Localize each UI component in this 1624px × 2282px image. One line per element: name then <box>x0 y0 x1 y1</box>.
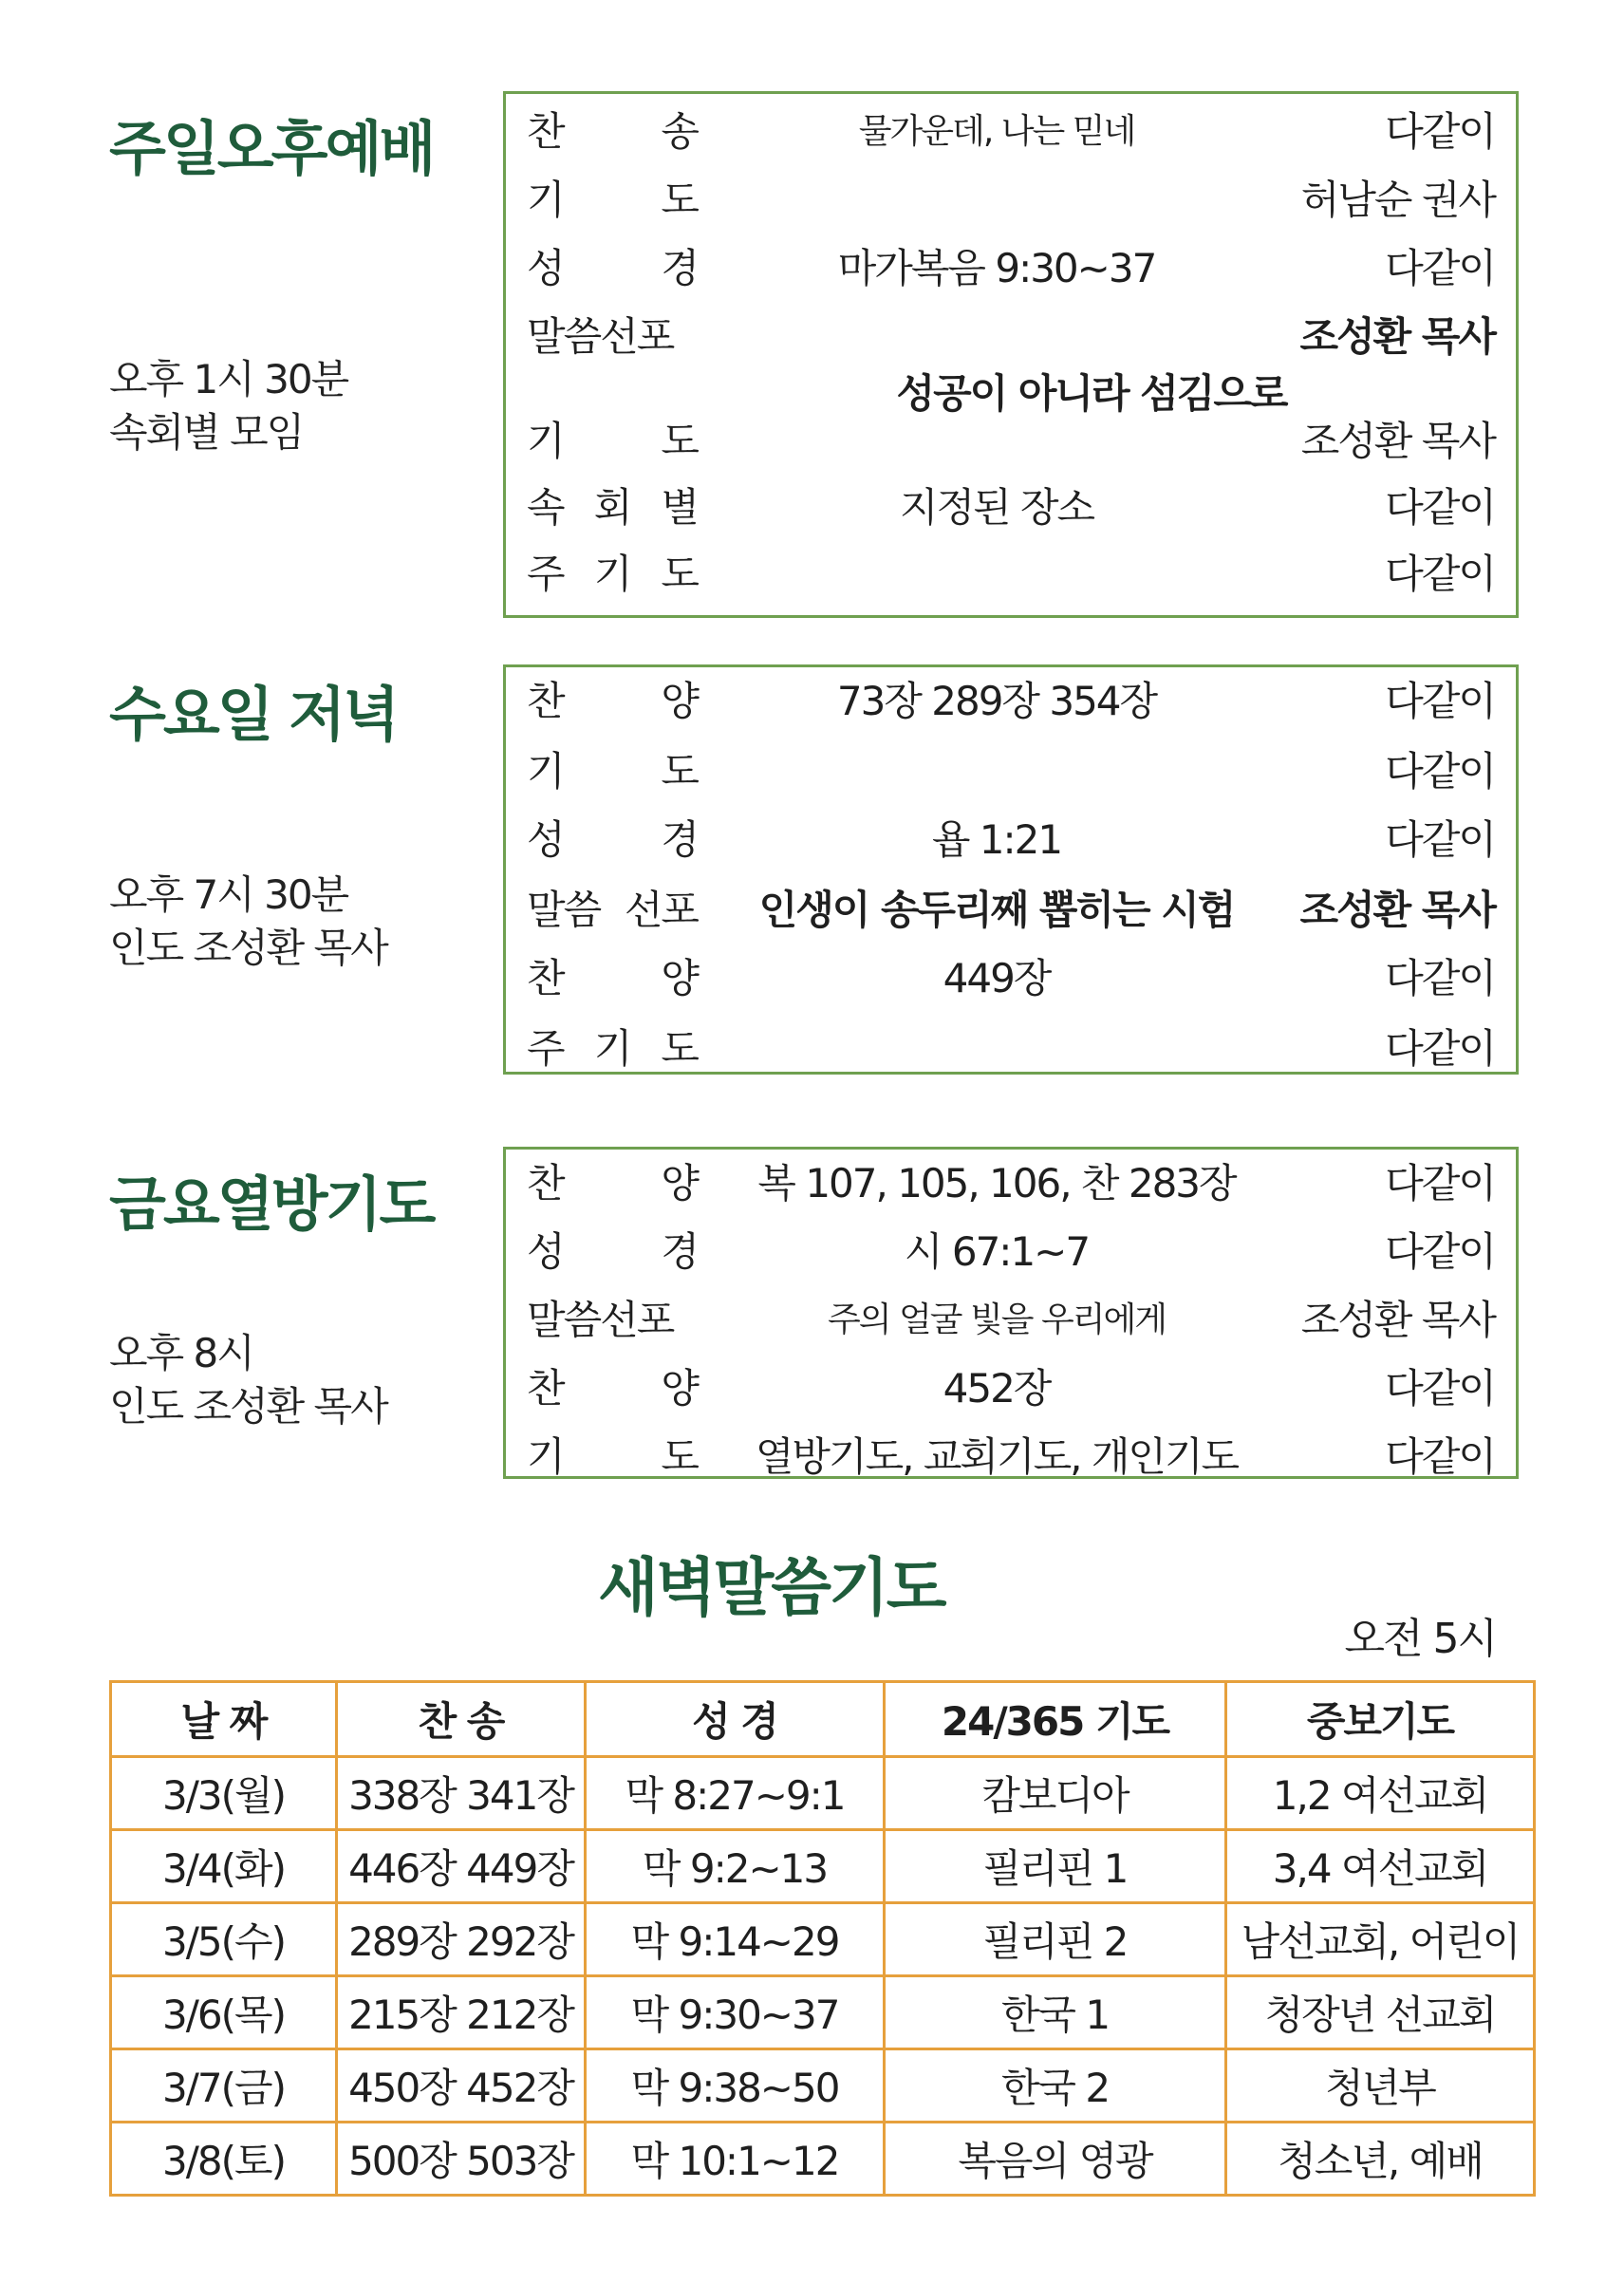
table-cell: 청년부 <box>1226 2049 1535 2123</box>
wednesday-title: 수요일 저녁 <box>109 680 398 749</box>
table-cell: 500장 503장 <box>337 2123 586 2196</box>
table-cell: 막 9:30~37 <box>586 1976 885 2049</box>
friday-order-row <box>506 1429 1516 1486</box>
order-leader: 다같이 <box>1385 1433 1495 1480</box>
table-cell: 막 9:14~29 <box>586 1903 885 1976</box>
order-label-part: 양 <box>661 1365 698 1412</box>
order-leader: 다같이 <box>1385 1228 1495 1275</box>
order-leader: 허남순 권사 <box>1300 177 1495 223</box>
order-leader: 조성환 목사 <box>1299 887 1495 933</box>
wednesday-time-line-2: 인도 조성환 목사 <box>109 925 387 971</box>
order-label-part: 선포 <box>624 887 698 933</box>
sunday-order-row <box>506 479 1516 536</box>
table-cell: 3/4(화) <box>111 1830 337 1903</box>
table-cell: 450장 452장 <box>337 2049 586 2123</box>
order-label-part: 도 <box>661 418 698 464</box>
order-label-part: 기 <box>527 748 564 795</box>
sunday-order-box <box>503 91 1519 618</box>
wednesday-time <box>109 869 387 975</box>
order-content: 지정된 장소 <box>899 484 1094 531</box>
order-leader: 다같이 <box>1385 955 1495 1001</box>
order-content: 시 67:1~7 <box>904 1228 1090 1275</box>
table-row <box>111 2123 1535 2196</box>
order-content: 452장 <box>943 1365 1051 1412</box>
friday-order-row <box>506 1292 1516 1349</box>
order-label-part: 찬 <box>527 108 564 155</box>
order-leader: 다같이 <box>1385 108 1495 155</box>
table-cell: 3,4 여선교회 <box>1226 1830 1535 1903</box>
friday-order-row <box>506 1360 1516 1417</box>
sunday-order-row <box>506 240 1516 297</box>
table-cell: 남선교회, 어린이 <box>1226 1903 1535 1976</box>
order-label-part: 성 <box>527 245 564 291</box>
wednesday-order-row <box>506 1020 1516 1077</box>
wednesday-order-row <box>506 743 1516 800</box>
sunday-time-line-1: 오후 1시 30분 <box>109 356 348 402</box>
wednesday-order-box <box>503 664 1519 1075</box>
dawn-title: 새벽말씀기도 <box>598 1551 944 1624</box>
order-content: 복 107, 105, 106, 찬 283장 <box>757 1160 1236 1206</box>
order-content: 물가운데, 나는 믿네 <box>858 112 1135 151</box>
order-leader: 다같이 <box>1385 1365 1495 1412</box>
table-row <box>111 1757 1535 1830</box>
friday-order-box <box>503 1147 1519 1479</box>
order-leader: 다같이 <box>1385 1160 1495 1206</box>
table-cell: 3/3(월) <box>111 1757 337 1830</box>
order-label <box>527 1360 698 1417</box>
order-label-part: 찬 <box>527 1160 564 1206</box>
table-cell: 3/8(토) <box>111 2123 337 2196</box>
order-label <box>527 103 698 160</box>
order-leader: 조성환 목사 <box>1300 1297 1495 1343</box>
table-cell: 필리핀 2 <box>885 1903 1226 1976</box>
wednesday-order-row <box>506 882 1516 939</box>
order-label-part: 말씀선포 <box>527 1297 674 1343</box>
order-label-part: 양 <box>661 955 698 1001</box>
table-cell: 복음의 영광 <box>885 2123 1226 2196</box>
dawn-column-header: 24/365 기도 <box>885 1682 1226 1757</box>
order-label-part: 주 <box>527 551 564 597</box>
wednesday-order-row <box>506 950 1516 1007</box>
table-cell: 446장 449장 <box>337 1830 586 1903</box>
order-content: 인생이 송두리째 뽑히는 시험 <box>758 887 1235 933</box>
order-label-part: 양 <box>661 678 698 724</box>
order-leader: 다같이 <box>1385 484 1495 531</box>
order-label-part: 양 <box>661 1160 698 1206</box>
table-cell: 215장 212장 <box>337 1976 586 2049</box>
sunday-order-row <box>506 309 1516 365</box>
order-label-part: 도 <box>661 1433 698 1480</box>
sunday-order-row <box>506 172 1516 229</box>
order-label-part: 찬 <box>527 955 564 1001</box>
wednesday-order-row <box>506 812 1516 869</box>
friday-time <box>109 1327 387 1433</box>
order-label <box>527 812 698 869</box>
order-label-part: 경 <box>661 1228 698 1275</box>
friday-title: 금요열방기도 <box>109 1169 434 1239</box>
order-label <box>527 1155 698 1212</box>
order-label <box>527 1020 698 1077</box>
order-label-part: 송 <box>661 108 698 155</box>
dawn-column-header: 성 경 <box>586 1682 885 1757</box>
dawn-header-row <box>111 1682 1535 1757</box>
table-row <box>111 1830 1535 1903</box>
order-label-part: 말씀선포 <box>527 313 674 360</box>
table-row <box>111 2049 1535 2123</box>
order-label <box>527 673 698 730</box>
order-leader: 다같이 <box>1385 748 1495 795</box>
order-label-part: 경 <box>661 245 698 291</box>
sunday-sermon-title: 성공이 아니라 섬김으로 <box>896 370 1287 417</box>
sunday-time-line-2: 속회별 모임 <box>109 409 304 456</box>
order-label <box>527 309 698 365</box>
table-cell: 3/6(목) <box>111 1976 337 2049</box>
dawn-column-header: 중보기도 <box>1226 1682 1535 1757</box>
order-label <box>527 743 698 800</box>
order-label <box>527 413 698 470</box>
table-cell: 한국 1 <box>885 1976 1226 2049</box>
table-cell: 막 10:1~12 <box>586 2123 885 2196</box>
table-row <box>111 1903 1535 1976</box>
order-label <box>527 1429 698 1486</box>
order-label-part: 속 <box>527 484 564 531</box>
table-cell: 한국 2 <box>885 2049 1226 2123</box>
order-label-part: 말씀 <box>527 887 601 933</box>
table-cell: 막 8:27~9:1 <box>586 1757 885 1830</box>
order-label-part: 별 <box>661 484 698 531</box>
table-cell: 1,2 여선교회 <box>1226 1757 1535 1830</box>
order-leader: 다같이 <box>1385 816 1495 863</box>
order-label-part: 도 <box>661 551 698 597</box>
table-cell: 막 9:2~13 <box>586 1830 885 1903</box>
dawn-schedule-table <box>109 1680 1536 2197</box>
friday-time-line-2: 인도 조성환 목사 <box>109 1383 387 1430</box>
dawn-column-header: 찬 송 <box>337 1682 586 1757</box>
order-label-part: 성 <box>527 816 564 863</box>
table-cell: 캄보디아 <box>885 1757 1226 1830</box>
table-cell: 청소년, 예배 <box>1226 2123 1535 2196</box>
friday-order-row <box>506 1224 1516 1281</box>
order-label-part: 회 <box>593 484 631 531</box>
order-label-part: 기 <box>593 551 631 597</box>
order-label-part: 주 <box>527 1025 564 1072</box>
wednesday-time-line-1: 오후 7시 30분 <box>109 871 348 918</box>
table-cell: 청장년 선교회 <box>1226 1976 1535 2049</box>
order-content: 욥 1:21 <box>931 816 1062 863</box>
order-label-part: 기 <box>593 1025 631 1072</box>
order-leader: 조성환 목사 <box>1299 313 1495 360</box>
order-label <box>527 172 698 229</box>
order-label-part: 찬 <box>527 1365 564 1412</box>
order-leader: 다같이 <box>1385 1025 1495 1072</box>
order-label-part: 기 <box>527 1433 564 1480</box>
table-cell: 338장 341장 <box>337 1757 586 1830</box>
order-label-part: 성 <box>527 1228 564 1275</box>
order-content: 주의 얼굴 빛을 우리에게 <box>827 1300 1167 1339</box>
order-label <box>527 1224 698 1281</box>
dawn-column-header: 날 짜 <box>111 1682 337 1757</box>
order-leader: 다같이 <box>1385 245 1495 291</box>
table-cell: 3/5(수) <box>111 1903 337 1976</box>
order-leader: 다같이 <box>1385 551 1495 597</box>
order-content: 마가복음 9:30~37 <box>837 245 1156 291</box>
sunday-order-row <box>506 103 1516 160</box>
order-label <box>527 1292 698 1349</box>
order-label-part: 경 <box>661 816 698 863</box>
table-row <box>111 1976 1535 2049</box>
order-label-part: 찬 <box>527 678 564 724</box>
order-content: 열방기도, 교회기도, 개인기도 <box>755 1433 1239 1480</box>
order-leader: 조성환 목사 <box>1300 418 1495 464</box>
sunday-order-row <box>506 413 1516 470</box>
order-label <box>527 479 698 536</box>
dawn-time: 오전 5시 <box>1344 1615 1496 1663</box>
order-label <box>527 546 698 603</box>
friday-order-row <box>506 1155 1516 1212</box>
order-label <box>527 882 698 939</box>
order-label-part: 도 <box>661 748 698 795</box>
table-cell: 필리핀 1 <box>885 1830 1226 1903</box>
wednesday-order-row <box>506 673 1516 730</box>
order-label <box>527 240 698 297</box>
order-label-part: 도 <box>661 1025 698 1072</box>
order-content: 449장 <box>943 955 1051 1001</box>
sunday-time <box>109 353 347 459</box>
table-cell: 289장 292장 <box>337 1903 586 1976</box>
order-leader: 다같이 <box>1385 678 1495 724</box>
order-label <box>527 950 698 1007</box>
table-cell: 막 9:38~50 <box>586 2049 885 2123</box>
order-content: 73장 289장 354장 <box>836 678 1157 724</box>
order-label-part: 도 <box>661 177 698 223</box>
table-cell: 3/7(금) <box>111 2049 337 2123</box>
sunday-title: 주일오후예배 <box>109 114 434 183</box>
sunday-order-row <box>506 546 1516 603</box>
friday-time-line-1: 오후 8시 <box>109 1330 253 1376</box>
order-label-part: 기 <box>527 177 564 223</box>
order-label-part: 기 <box>527 418 564 464</box>
